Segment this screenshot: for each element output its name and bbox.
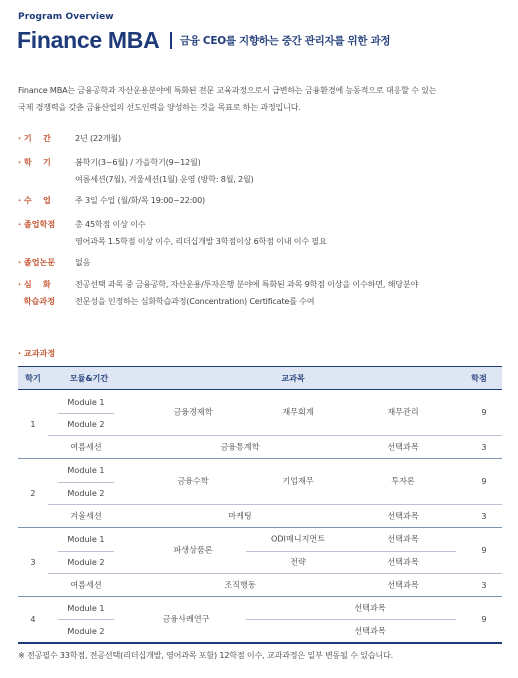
row-divider [48, 435, 502, 436]
info-label: · 심 화 학습과정 [18, 279, 55, 306]
table-header [18, 366, 502, 390]
course-cell: 금융사례연구 [162, 613, 210, 624]
info-text [75, 216, 327, 250]
course-cell: 금융경제학 [173, 406, 213, 417]
footnote: ※ 전공필수 33학점, 전공선택(리더십개발, 영어과목 포함) 12학점 이수, 교과과정은 일부 변동될 수 있습니다. [18, 650, 394, 660]
semester-divider [18, 458, 502, 459]
credit-cell: 3 [481, 580, 487, 590]
credit-cell: 9 [481, 407, 487, 417]
info-line: 없음 [75, 257, 91, 267]
info-line: 전공선택 과목 중 금융공학, 자산운용/투자은행 분야에 특화된 과목 9학점 이상을 이수하면, 해당분야 [75, 279, 419, 289]
info-row-thesis [18, 254, 90, 271]
info-label: · 졸업논문 [18, 257, 56, 267]
info-line: 2년 (22개월) [75, 133, 121, 143]
info-line: 영어과목 1.5학점 이상 이수, 리더십개발 3학점이상 6학점 이내 이수 필요 [75, 236, 327, 246]
module-divider [58, 482, 114, 483]
course-cell: 기업재무 [282, 475, 314, 486]
elective-cell: 선택과목 [354, 625, 386, 636]
info-text [75, 130, 121, 147]
info-label: · 기 간 [18, 133, 51, 143]
course-cell: 조직행동 [224, 579, 256, 590]
info-row-concentration [18, 276, 418, 310]
module-label: Module 2 [67, 488, 105, 498]
credit-cell: 3 [481, 511, 487, 521]
module-divider [58, 551, 114, 552]
module-label: Module 1 [67, 534, 105, 544]
info-row-class [18, 192, 205, 209]
elective-cell: 선택과목 [387, 556, 419, 567]
module-label: Module 2 [67, 557, 105, 567]
info-label: · 졸업학점 [18, 219, 56, 229]
info-line: 총 45학점 이상 이수 [75, 219, 146, 229]
credit-cell: 9 [481, 545, 487, 555]
credit-cell: 9 [481, 476, 487, 486]
semester-3: 3 [30, 557, 36, 567]
info-label: · 수 업 [18, 195, 51, 205]
elective-cell: 선택과목 [387, 579, 419, 590]
info-line: 봄학기(3~6월) / 가을학기(9~12월) [75, 157, 201, 167]
semester-divider [18, 527, 502, 528]
course-cell: ODI매니지먼트 [270, 533, 326, 544]
credit-cell: 3 [481, 442, 487, 452]
semester-4: 4 [30, 614, 36, 624]
eyebrow-label: Program Overview [18, 12, 114, 22]
info-row-graduation-credits [18, 216, 327, 250]
info-label: · 학 기 [18, 157, 51, 167]
module-label: Module 1 [67, 603, 105, 613]
module-divider [58, 413, 114, 414]
module-label: Module 1 [67, 465, 105, 475]
course-cell: 투자론 [391, 475, 415, 486]
session-label: 여름세션 [70, 579, 102, 590]
title-divider [170, 32, 172, 49]
elective-cell: 선택과목 [354, 602, 386, 613]
intro-line: Finance MBA는 금융공학과 자산운용분야에 특화된 전문 교육과정으로서 급변하는 금융환경에 능동적으로 대응할 수 있는 [18, 85, 437, 95]
header-module: 모듈&기간 [69, 373, 109, 383]
info-text [75, 276, 418, 310]
header-semester: 학기 [25, 373, 41, 383]
elective-cell: 선택과목 [387, 533, 419, 544]
row-divider [48, 573, 502, 574]
title-row [17, 27, 390, 54]
course-cell: 금융통계학 [220, 441, 260, 452]
intro-line: 국제 경쟁력을 갖춘 금융산업의 선도인력을 양성하는 것을 목표로 하는 과정입니다. [18, 102, 301, 112]
info-text [75, 154, 254, 188]
course-cell: 마케팅 [228, 510, 252, 521]
info-line: 주 3일 수업 (월/화/목 19:00~22:00) [75, 195, 205, 205]
info-row-semester [18, 154, 254, 188]
row-divider [48, 504, 502, 505]
page-title: Finance MBA [17, 27, 160, 53]
session-label: 여름세션 [70, 441, 102, 452]
semester-divider [18, 596, 502, 597]
info-line: 전문성을 인정하는 심화학습과정(Concentration) Certificate를 수여 [75, 296, 315, 306]
module-label: Module 1 [67, 397, 105, 407]
semester-1: 1 [30, 419, 36, 429]
cell-divider [246, 619, 456, 620]
module-label: Module 2 [67, 419, 105, 429]
course-cell: 금융수학 [177, 475, 209, 486]
module-label: Module 2 [67, 626, 105, 636]
course-cell: 파생상품론 [173, 544, 213, 555]
header-credit: 학점 [471, 373, 487, 383]
table-bottom-border [18, 642, 502, 644]
info-text [75, 254, 90, 271]
course-cell: 재무관리 [387, 406, 419, 417]
info-line: 여름세션(7월), 겨울세션(1월) 운영 (방학: 8월, 2월) [75, 174, 254, 184]
info-row-period [18, 130, 121, 147]
session-label: 겨울세션 [70, 510, 102, 521]
credit-cell: 9 [481, 614, 487, 624]
elective-cell: 선택과목 [387, 441, 419, 452]
module-divider [58, 619, 114, 620]
info-text [75, 192, 205, 209]
cell-divider [246, 551, 456, 552]
semester-2: 2 [30, 488, 36, 498]
course-cell: 전략 [290, 556, 306, 567]
header-course: 교과목 [281, 373, 305, 383]
curriculum-section-label: · 교과과정 [18, 348, 56, 358]
course-cell: 재무회계 [282, 406, 314, 417]
elective-cell: 선택과목 [387, 510, 419, 521]
intro-paragraph [18, 82, 504, 116]
page-subtitle: 금융 CEO를 지향하는 중간 관리자를 위한 과정 [179, 35, 391, 47]
